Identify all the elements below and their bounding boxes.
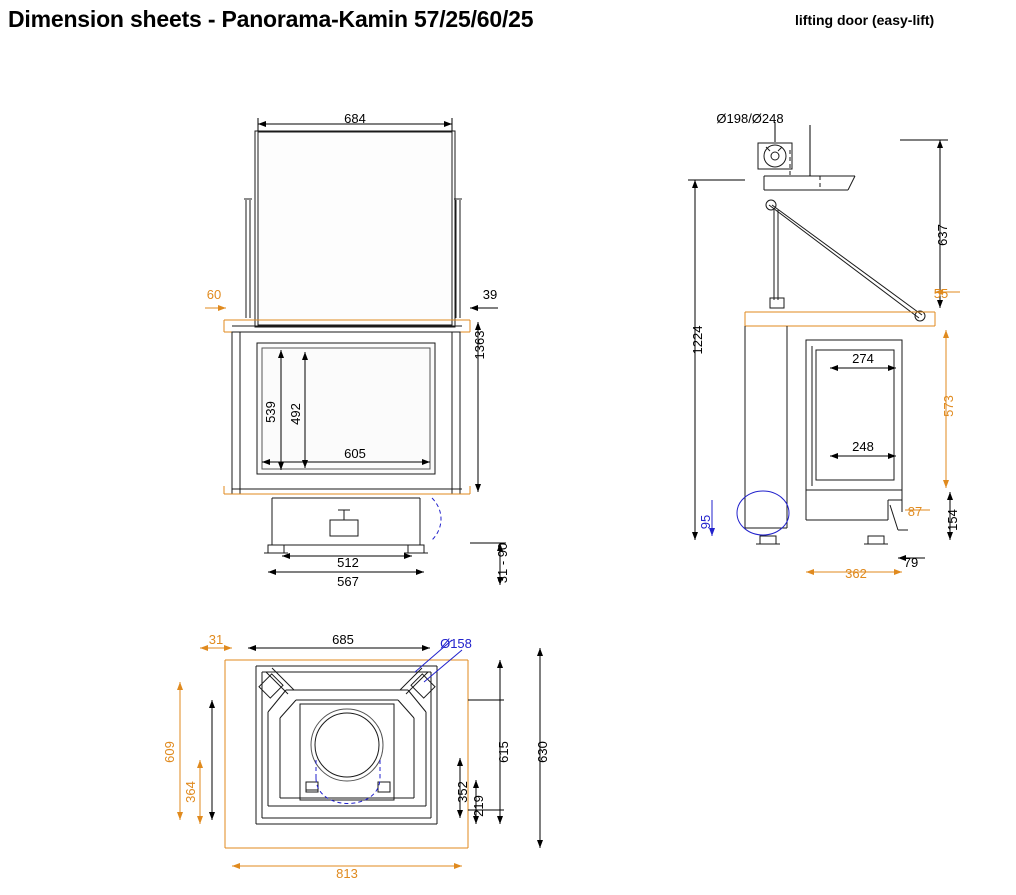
side-view-geometry xyxy=(737,143,935,544)
dim-top-31: 31 xyxy=(208,632,224,647)
dim-front-glass-539: 539 xyxy=(263,401,278,423)
dim-side-1224: 1224 xyxy=(690,325,705,355)
dim-front-right-39: 39 xyxy=(482,287,498,302)
front-view-geometry xyxy=(224,131,470,553)
dim-top-diameter-158: Ø158 xyxy=(440,636,472,651)
dim-front-glass-605: 605 xyxy=(344,446,366,461)
dim-top-219: 219 xyxy=(471,795,486,817)
dim-front-base-512: 512 xyxy=(337,555,359,570)
dim-side-362: 362 xyxy=(845,566,867,581)
dim-top-615: 615 xyxy=(496,741,511,763)
dim-front-base-567: 567 xyxy=(337,574,359,589)
dim-top-352: 352 xyxy=(455,781,470,803)
dim-side-79: 79 xyxy=(903,555,919,570)
dim-top-364: 364 xyxy=(183,781,198,803)
top-dimension-lines xyxy=(180,648,540,866)
dim-front-width-684: 684 xyxy=(344,111,366,126)
dim-side-flue-diameter: Ø198/Ø248 xyxy=(716,111,784,126)
dim-front-foot-range: 31 - 90 xyxy=(495,542,510,584)
dim-side-55: 55 xyxy=(933,286,949,301)
dim-front-left-60: 60 xyxy=(206,287,222,302)
dim-side-87: 87 xyxy=(907,504,923,519)
dim-top-609: 609 xyxy=(162,741,177,763)
dim-top-685: 685 xyxy=(332,632,354,647)
dim-side-95: 95 xyxy=(698,514,713,530)
dim-side-637: 637 xyxy=(935,224,950,246)
dim-side-248: 248 xyxy=(852,439,874,454)
page-subtitle: lifting door (easy-lift) xyxy=(795,12,935,28)
top-view-geometry xyxy=(225,640,468,848)
dim-side-573: 573 xyxy=(941,395,956,417)
dim-top-813: 813 xyxy=(336,866,358,881)
dim-front-height-1363: 1363 xyxy=(472,330,487,360)
page-title: Dimension sheets - Panorama-Kamin 57/25/60/25 xyxy=(8,6,534,32)
dim-side-154: 154 xyxy=(945,509,960,531)
dim-front-glass-492: 492 xyxy=(288,403,303,425)
dim-top-630: 630 xyxy=(535,741,550,763)
dim-side-274: 274 xyxy=(852,351,874,366)
